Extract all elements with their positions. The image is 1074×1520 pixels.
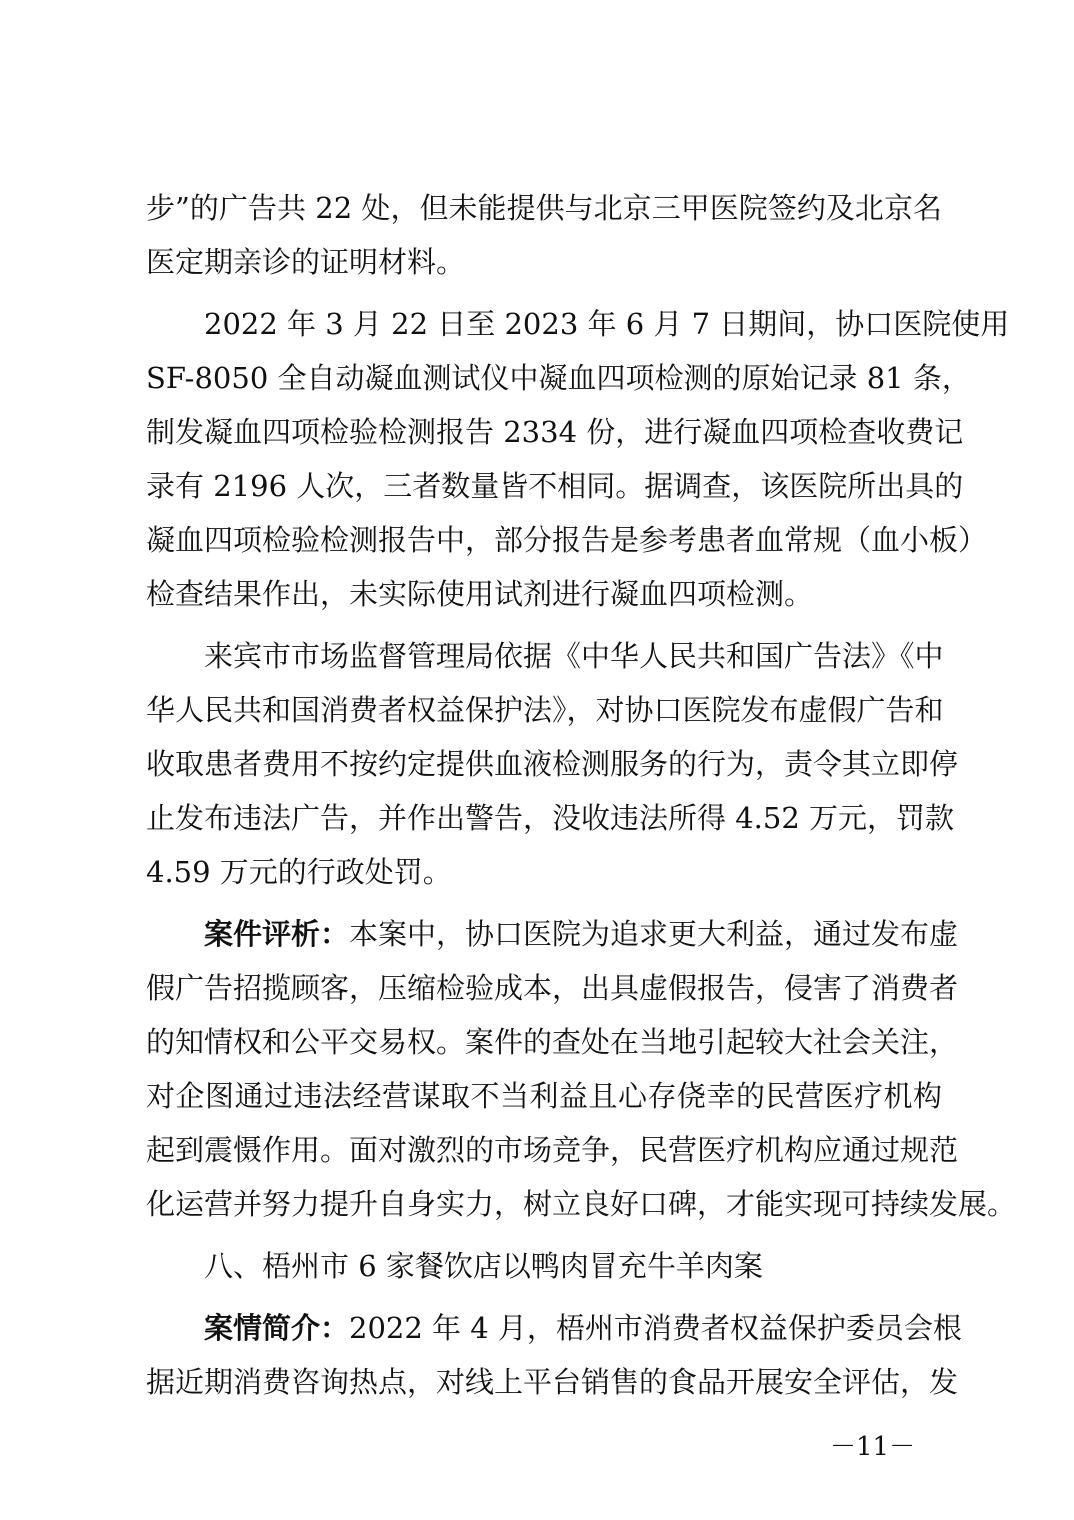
page-number: －11－ (830, 1432, 916, 1462)
text-line: 2022 年 3 月 22 日至 2023 年 6 月 7 日期间，协口医院使用 (204, 307, 1010, 341)
text-line: 来宾市市场监督管理局依据《中华人民共和国广告法》《中 (204, 639, 944, 673)
analysis-line: 的知情权和公平交易权。案件的查处在当地引起较大社会关注， (146, 1025, 959, 1059)
text-line: 止发布违法广告，并作出警告，没收违法所得 4.52 万元，罚款 (146, 801, 955, 835)
summary-text: 2022 年 4 月，梧州市消费者权益保护委员会根 (349, 1311, 962, 1345)
text-line: 检查结果作出，未实际使用试剂进行凝血四项检测。 (146, 577, 814, 611)
text-line: 华人民共和国消费者权益保护法》，对协口医院发布虚假广告和 (146, 693, 944, 727)
analysis-first-line (204, 914, 959, 954)
text-line: 步”的广告共 22 处，但未能提供与北京三甲医院签约及北京名 (146, 191, 942, 225)
text-line: 医定期亲诊的证明材料。 (146, 245, 466, 279)
text-line: 凝血四项检验检测报告中，部分报告是参考患者血常规（血小板） (146, 523, 988, 557)
text-line: SF-8050 全自动凝血测试仪中凝血四项检测的原始记录 81 条， (146, 361, 971, 395)
section-heading: 八、梧州市 6 家餐饮店以鸭肉冒充牛羊肉案 (204, 1249, 763, 1283)
analysis-line: 化运营并努力提升自身实力，树立良好口碑，才能实现可持续发展。 (146, 1187, 1017, 1221)
analysis-line: 对企图通过违法经营谋取不当利益且心存侥幸的民营医疗机构 (146, 1079, 942, 1113)
text-line: 收取患者费用不按约定提供血液检测服务的行为，责令其立即停 (146, 747, 959, 781)
summary-label: 案情简介： (204, 1311, 350, 1345)
summary-first-line (204, 1308, 962, 1348)
text-line: 录有 2196 人次，三者数量皆不相同。据调查，该医院所出具的 (146, 469, 964, 503)
text-line: 4.59 万元的行政处罚。 (146, 855, 452, 889)
analysis-line: 假广告招揽顾客，压缩检验成本，出具虚假报告，侵害了消费者 (146, 971, 959, 1005)
analysis-line: 起到震慑作用。面对激烈的市场竞争，民营医疗机构应通过规范 (146, 1133, 959, 1167)
analysis-text: 本案中，协口医院为追求更大利益，通过发布虚 (349, 917, 959, 951)
analysis-label: 案件评析： (204, 917, 350, 951)
text-line: 制发凝血四项检验检测报告 2334 份，进行凝血四项检查收费记 (146, 415, 964, 449)
summary-line: 据近期消费咨询热点，对线上平台销售的食品开展安全评估，发 (146, 1365, 959, 1399)
